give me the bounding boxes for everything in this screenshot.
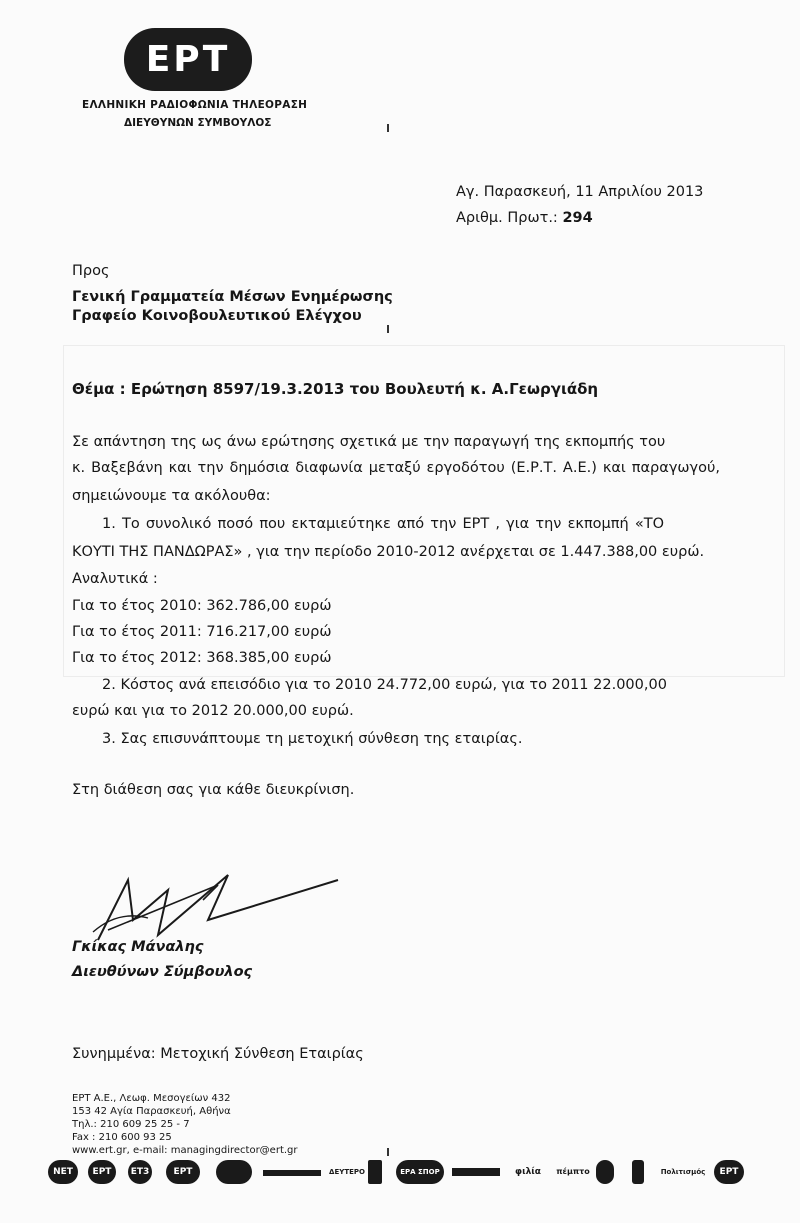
intro-line1: Σε απάντηση της ως άνω ερώτησης σχετικά με την παραγωγή της εκπομπής του [72, 434, 666, 450]
pempto-logo: πέμπτο [556, 1167, 590, 1176]
attachments: Συνημμένα: Μετοχική Σύνθεση Εταιρίας [72, 1046, 364, 1062]
deftero-logo: ΔΕΥΤΕΡΟ [329, 1168, 365, 1176]
scan-mark [387, 325, 389, 333]
footer-fax: Fax : 210 600 93 25 [72, 1132, 172, 1143]
item3: 3. Σας επισυνάπτουμε τη μετοχική σύνθεση της εταιρίας. [102, 731, 523, 747]
recipient-line1: Γενική Γραμματεία Μέσων Ενημέρωσης [72, 289, 393, 305]
protocol-line [456, 209, 593, 227]
recipient-line2: Γραφείο Κοινοβουλευτικού Ελέγχου [72, 308, 362, 324]
footer-web-email: www.ert.gr, e-mail: managingdirector@ert.gr [72, 1145, 298, 1156]
footer-line1: ΕΡΤ Α.Ε., Λεωφ. Μεσογείων 432 [72, 1093, 231, 1104]
intro-line2: κ. Βαξεβάνη και την δημόσια διαφωνία μεταξύ εργοδότου (Ε.Ρ.Τ. Α.Ε.) και παραγωγού, [72, 460, 720, 476]
year-2010: Για το έτος 2010: 362.786,00 ευρώ [72, 598, 332, 614]
square-logo [368, 1160, 382, 1184]
ert-small-logo: ΕΡΤ [88, 1160, 116, 1184]
politismos-logo: Πολιτισμός [660, 1168, 706, 1176]
signature-scribble [88, 860, 348, 950]
scan-mark [387, 124, 389, 132]
signatory-title: Διευθύνων Σύμβουλος [72, 964, 253, 980]
net-logo: ΝΕΤ [48, 1160, 78, 1184]
protocol-label: Αριθμ. Πρωτ.: [456, 210, 558, 226]
round-logo [596, 1160, 614, 1184]
date-line: Αγ. Παρασκευή, 11 Απριλίου 2013 [456, 184, 704, 200]
shield-logo [632, 1160, 644, 1184]
protocol-number: 294 [562, 210, 593, 226]
year-2011: Για το έτος 2011: 716.217,00 ευρώ [72, 624, 332, 640]
item1-line1: 1. Το συνολικό ποσό που εκταμιεύτηκε από την ΕΡΤ , για την εκπομπή «ΤΟ [102, 516, 664, 532]
filia-logo: φιλία [515, 1167, 541, 1177]
ert-world-logo: ΕΡΤ [166, 1160, 200, 1184]
closing-line: Στη διάθεση σας για κάθε διευκρίνιση. [72, 782, 355, 798]
era-sport-logo: ΕΡΑ ΣΠΟΡ [396, 1160, 444, 1184]
subject: Θέμα : Ερώτηση 8597/19.3.2013 του Βουλευτή κ. Α.Γεωργιάδη [72, 380, 599, 398]
partner-logos-strip [48, 1160, 748, 1186]
item2-line1: 2. Κόστος ανά επεισόδιο για το 2010 24.772,00 ευρώ, για το 2011 22.000,00 [102, 677, 667, 693]
department-name: ΔΙΕΥΘΥΝΩΝ ΣΥΜΒΟΥΛΟΣ [124, 117, 272, 129]
org-name: ΕΛΛΗΝΙΚΗ ΡΑΔΙΟΦΩΝΙΑ ΤΗΛΕΟΡΑΣΗ [82, 99, 308, 111]
bar-logo [263, 1170, 321, 1176]
et3-logo: ΕΤ3 [128, 1160, 152, 1184]
bar-logo-2 [452, 1168, 500, 1176]
ert-logo: ΕΡΤ [124, 28, 252, 91]
signatory-name: Γκίκας Μάναλης [72, 939, 204, 955]
breakdown-label: Αναλυτικά : [72, 571, 158, 587]
to-label: Προς [72, 263, 110, 279]
intro-line3: σημειώνουμε τα ακόλουθα: [72, 488, 271, 504]
item2-line2: ευρώ και για το 2012 20.000,00 ευρώ. [72, 703, 354, 719]
year-2012: Για το έτος 2012: 368.385,00 ευρώ [72, 650, 332, 666]
footer-phone: Τηλ.: 210 609 25 25 - 7 [72, 1119, 190, 1130]
scan-mark [387, 1148, 389, 1156]
radio-logo [216, 1160, 252, 1184]
item1-line2: ΚΟΥΤΙ ΤΗΣ ΠΑΝΔΩΡΑΣ» , για την περίοδο 2010-2012 ανέρχεται σε 1.447.388,00 ευρώ. [72, 544, 705, 560]
ert-end-logo: ΕΡΤ [714, 1160, 744, 1184]
footer-line2: 153 42 Αγία Παρασκευή, Αθήνα [72, 1106, 231, 1117]
footer-address [72, 1092, 298, 1157]
